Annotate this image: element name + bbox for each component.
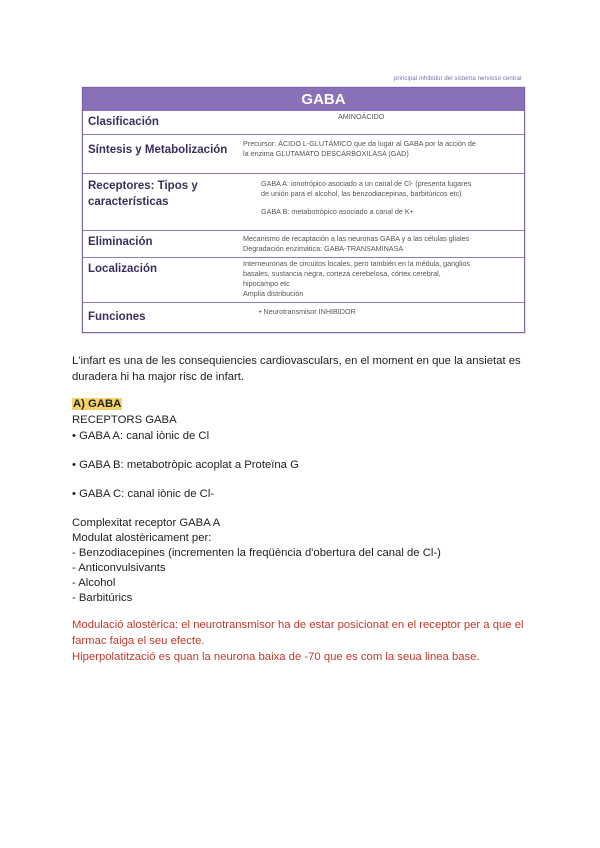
modulator-item: - Benzodiacepines (incrementen la freqüència d'obertura del canal de Cl-) (72, 547, 441, 559)
row-text: Degradación enzimática: GABA-TRANSAMINASA (243, 244, 404, 253)
modulator-item: - Alcohol (72, 577, 116, 589)
row-receptores (83, 174, 524, 231)
gaba-summary-table (82, 87, 525, 333)
row-text: de unión para el alcohol, las benzodiacepinas, barbitúricos etc) (261, 189, 462, 198)
intro-line: L'infart es una de les consequiencies cardiovasculars, en el moment en que la ansietat es (72, 355, 521, 367)
receptor-item: • GABA B: metabotròpic acoplat a Proteïna G (72, 459, 299, 471)
note-line: farmac faiga el seu efecte. (72, 635, 205, 647)
row-label: características (88, 196, 169, 208)
row-label: Funciones (88, 311, 146, 323)
row-text: Mecanismo de recaptación a las neuronas GABA y a las células gliales (243, 234, 470, 243)
row-localizacion (83, 258, 524, 303)
section-heading: A) GABA (73, 398, 122, 410)
row-text: la enzima GLUTAMATO DESCARBOXILASA (GAD) (243, 149, 409, 158)
row-text: hipocampo etc (243, 279, 290, 288)
row-text: GABA A: ionotrópico asociado a un canal de Cl- (presenta lugares (261, 179, 472, 188)
receptors-title: RECEPTORS GABA (72, 414, 177, 426)
row-label: Receptores: Tipos y (88, 180, 198, 192)
row-sintesis (83, 135, 524, 174)
row-text: Amplia distribución (243, 289, 304, 298)
receptor-item: • GABA C: canal iònic de Cl- (72, 488, 215, 500)
row-label: Clasificación (88, 116, 159, 128)
table-title: GABA (83, 88, 524, 111)
row-text: • Neurotransmisor INHIBIDOR (259, 307, 356, 316)
note-line: Modulació alostèrica: el neurotransmisor ha de estar posicionat en el receptor per a que el (72, 619, 524, 631)
modulator-item: - Barbitúrics (72, 592, 133, 604)
receptor-item: • GABA A: canal iònic de Cl (72, 430, 210, 442)
complex-title: Complexitat receptor GABA A (72, 517, 221, 529)
note-line: Hiperpolatització es quan la neurona baixa de -70 que es com la seua linea base. (72, 651, 480, 663)
row-label: Eliminación (88, 236, 153, 248)
row-clasificacion (83, 111, 524, 135)
modulator-item: - Anticonvulsivants (72, 562, 166, 574)
table-caption: principal inhibidor del sistema nervioso central (394, 76, 522, 82)
row-label: Síntesis y Metabolización (88, 144, 228, 156)
row-text: GABA B: metabotrópico asociado a canal de K+ (261, 207, 414, 216)
row-funciones (83, 303, 524, 330)
row-text: Interneuronas de circuitos locales, pero también en la médula, ganglios (243, 259, 470, 268)
row-eliminacion (83, 231, 524, 258)
modulated-by: Modulat alostèricament per: (72, 532, 212, 544)
row-text: Precursor: ÁCIDO L-GLUTÁMICO que da lugar al GABA por la acción de (243, 139, 476, 148)
row-text: AMINOÁCIDO (338, 112, 385, 121)
row-text: basales, sustancia negra, corteza cerebelosa, córtex cerebral, (243, 269, 441, 278)
row-label: Localización (88, 263, 158, 275)
intro-line: duradera hi ha major risc de infart. (72, 371, 245, 383)
